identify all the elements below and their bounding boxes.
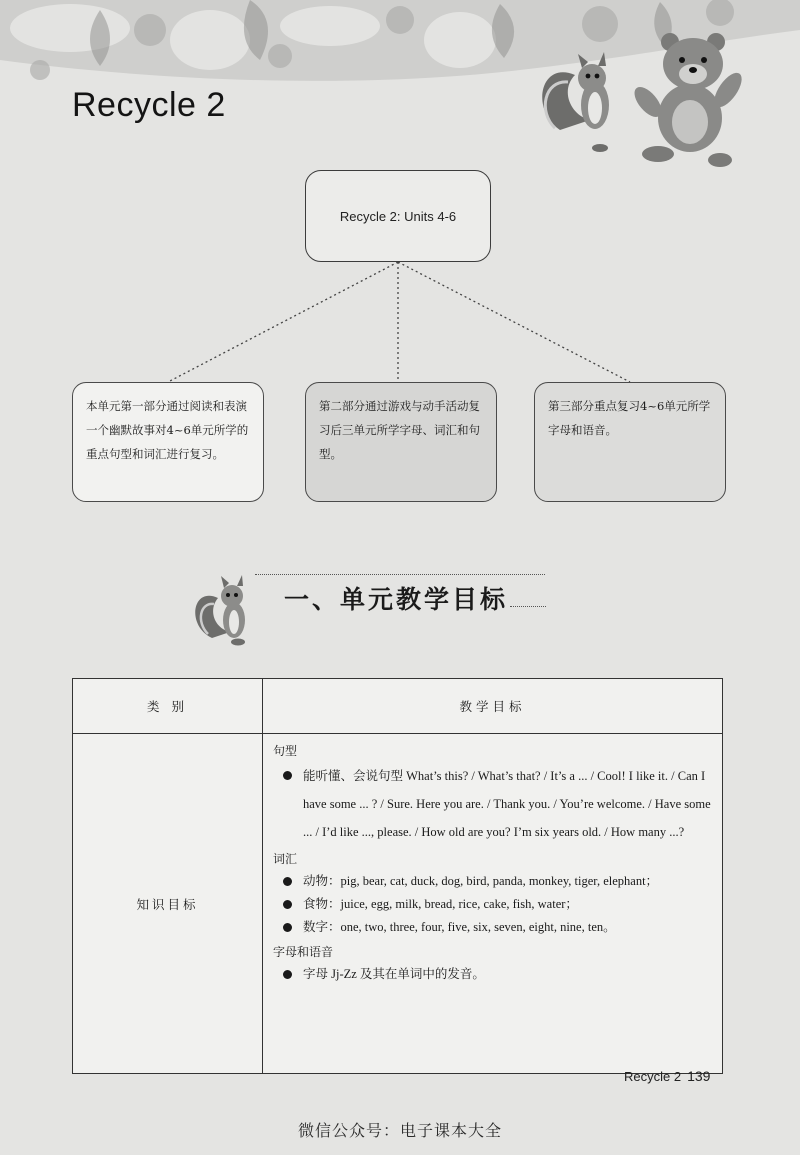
- watermark: 微信公众号：电子课本大全: [297, 1121, 502, 1140]
- section-divider: [255, 574, 545, 577]
- header-goals: 教学目标: [263, 679, 723, 734]
- goals-cell: [263, 734, 723, 1074]
- page-title: Recycle 2: [72, 86, 226, 124]
- mascots: [530, 20, 780, 170]
- bear-icon: [630, 33, 747, 167]
- squirrel-icon: [190, 568, 260, 646]
- goals-table: [72, 678, 723, 1074]
- letters-text: 字母 Jj-Zz 及其在单词中的发音。: [303, 967, 485, 981]
- letters-item: [273, 963, 712, 986]
- bullet-icon: [283, 771, 292, 780]
- vocab-text: 数字：one, two, three, four, five, six, seven, eight, nine, ten。: [303, 920, 616, 934]
- sentences-heading: 句型: [273, 744, 298, 758]
- sentences-text: 能听懂、会说句型 What’s this? / What’s that? / It’s a ... / Cool! I like it. / Can I have some ... ? / Sure. Here you are. / Thank you. / You’re welcome. / Have some ... / I’d like ..., please. / How old are you? I’m six years old. / How many ...?: [303, 769, 711, 839]
- bullet-icon: [283, 970, 292, 979]
- category-cell: 知识目标: [73, 734, 263, 1074]
- table-header-row: [73, 679, 723, 734]
- vocab-text: 食物：juice, egg, milk, bread, rice, cake, fish, water；: [303, 897, 578, 911]
- letters-heading: 字母和语音: [273, 945, 334, 959]
- bullet-icon: [283, 877, 292, 886]
- section-title: 一、单元教学目标: [284, 585, 509, 614]
- page-number: 139: [687, 1068, 711, 1084]
- bullet-icon: [283, 900, 292, 909]
- diagram-node-part3: 第三部分重点复习4~6单元所学字母和语音。: [534, 382, 726, 502]
- vocab-item-numbers: [273, 916, 712, 939]
- header-category: 类 别: [73, 679, 263, 734]
- diagram-node-part2: 第二部分通过游戏与动手活动复习后三单元所学字母、词汇和句型。: [305, 382, 497, 502]
- bullet-icon: [283, 923, 292, 932]
- vocab-item-food: [273, 893, 712, 916]
- page-footer: [624, 1068, 710, 1084]
- diagram-root-label: Recycle 2: Units 4-6: [339, 208, 457, 224]
- diagram-node-part1: 本单元第一部分通过阅读和表演一个幽默故事对4~6单元所学的重点句型和词汇进行复习。: [72, 382, 264, 502]
- vocab-heading: 词汇: [273, 852, 298, 866]
- vocab-text: 动物：pig, bear, cat, duck, dog, bird, panda, monkey, tiger, elephant；: [303, 874, 659, 888]
- sentences-item: [273, 762, 712, 846]
- table-row: [73, 734, 723, 1074]
- diagram-root: [305, 170, 491, 262]
- section-divider-tail: [510, 606, 546, 609]
- vocab-item-animals: [273, 870, 712, 893]
- footer-label: Recycle 2: [624, 1069, 682, 1084]
- squirrel-icon: [542, 52, 609, 152]
